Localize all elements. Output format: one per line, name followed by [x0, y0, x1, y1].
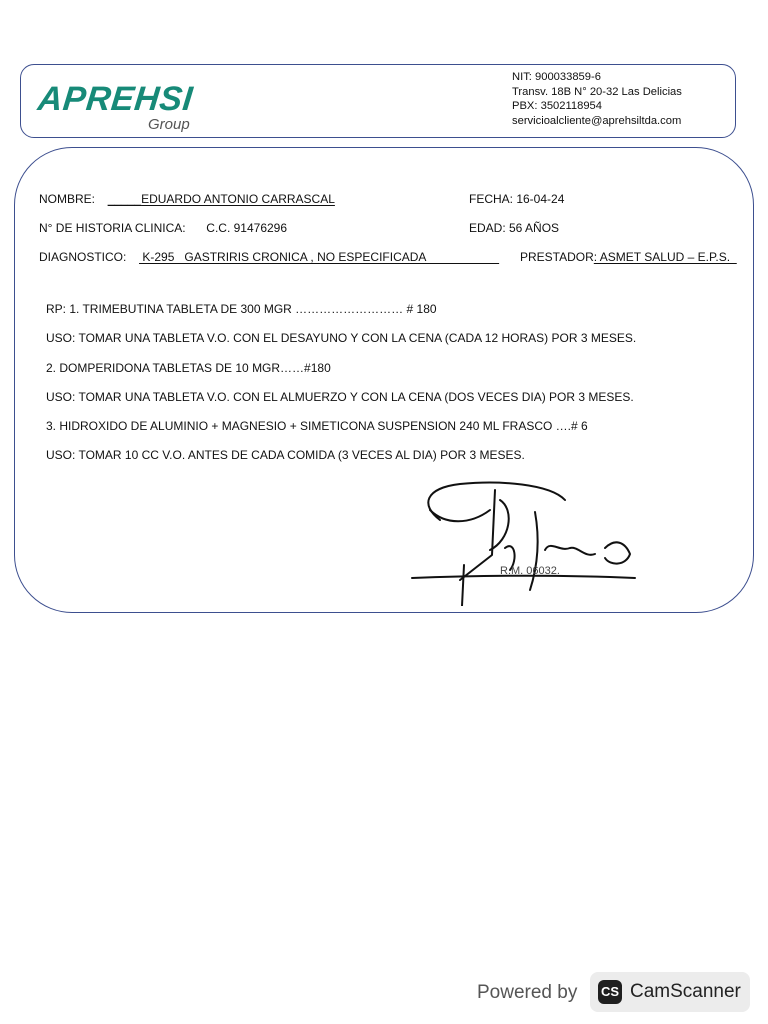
clinical-record-value: C.C. 91476296 — [206, 221, 288, 235]
medical-registration: R.M. 06032. — [500, 565, 560, 577]
logo-wordmark: APREHSI — [36, 80, 195, 118]
clinical-record-row — [39, 221, 287, 235]
company-logo — [36, 80, 195, 136]
diagnosis-value: K-295 GASTRIRIS CRONICA , NO ESPECIFICADA — [139, 250, 500, 264]
rx-line-5: 3. HIDROXIDO DE ALUMINIO + MAGNESIO + SIMETICONA SUSPENSION 240 ML FRASCO ….# 6 — [46, 419, 588, 433]
company-info — [512, 70, 682, 128]
rx-line-6: USO: TOMAR 10 CC V.O. ANTES DE CADA COMIDA (3 VECES AL DIA) POR 3 MESES. — [46, 448, 525, 462]
company-email: servicioalcliente@aprehsiltda.com — [512, 114, 682, 127]
company-nit: NIT: 900033859-6 — [512, 71, 601, 83]
diagnosis-label: DIAGNOSTICO: — [39, 250, 127, 264]
patient-name-label: NOMBRE: — [39, 192, 96, 206]
handwritten-signature — [400, 470, 640, 606]
patient-name-row — [39, 192, 335, 206]
camscanner-watermark — [477, 972, 750, 1012]
camscanner-name: CamScanner — [630, 981, 741, 1002]
rx-line-4: USO: TOMAR UNA TABLETA V.O. CON EL ALMUERZO Y CON LA CENA (DOS VECES DIA) POR 3 MESES. — [46, 390, 634, 404]
provider-label: PRESTADOR — [520, 250, 594, 264]
diagnosis-row — [39, 250, 499, 264]
date-field: FECHA: 16-04-24 — [469, 192, 565, 206]
powered-by-text: Powered by — [477, 982, 578, 1003]
company-address: Transv. 18B N° 20-32 Las Delicias — [512, 85, 682, 98]
camscanner-logo-icon: CS — [598, 980, 622, 1004]
patient-name-blank: _____ — [107, 192, 142, 206]
rx-line-3: 2. DOMPERIDONA TABLETAS DE 10 MGR……#180 — [46, 361, 331, 375]
age-field: EDAD: 56 AÑOS — [469, 221, 560, 235]
prescription-frame — [14, 147, 754, 613]
patient-name-value: EDUARDO ANTONIO CARRASCAL — [141, 192, 335, 206]
camscanner-badge — [590, 972, 750, 1012]
logo-subtitle: Group — [148, 116, 190, 133]
provider-value: : ASMET SALUD – E.P.S. — [593, 250, 737, 264]
clinical-record-label: N° DE HISTORIA CLINICA: — [39, 221, 186, 235]
rx-line-2: USO: TOMAR UNA TABLETA V.O. CON EL DESAYUNO Y CON LA CENA (CADA 12 HORAS) POR 3 MESES. — [46, 331, 637, 345]
rx-line-1: RP: 1. TRIMEBUTINA TABLETA DE 300 MGR ……………………… # 180 — [46, 302, 437, 316]
provider-row — [520, 250, 737, 264]
company-phone: PBX: 3502118954 — [512, 100, 602, 113]
